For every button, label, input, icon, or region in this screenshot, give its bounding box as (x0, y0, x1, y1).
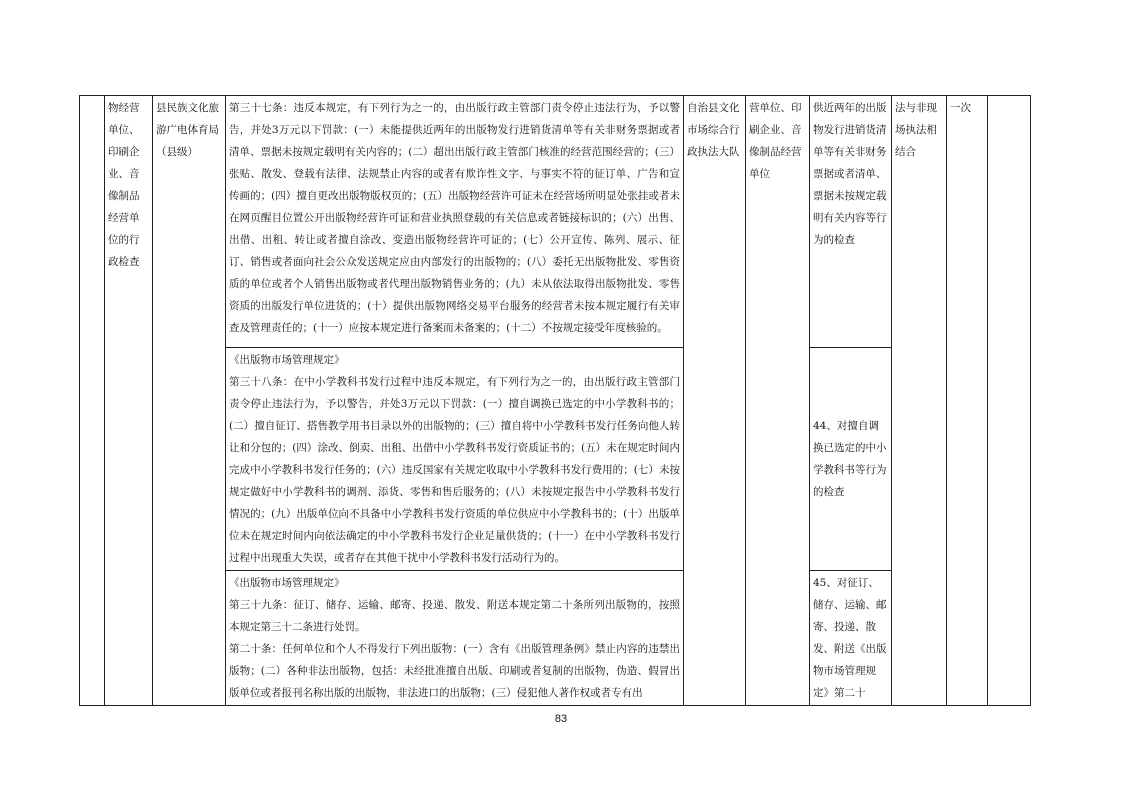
item-cell: 45、对征订、储存、运输、邮寄、投递、散发、附送《出版物市场管理规定》第二十 (810, 571, 892, 706)
target-cell: 营单位、印刷企业、音像制品经营单位 (746, 96, 810, 706)
inspection-table (79, 95, 1031, 706)
method-cell: 法与非现场执法相结合 (892, 96, 947, 706)
department-cell: 县民族文化旅游广电体育局（县级） (153, 96, 226, 706)
item-cell: 供近两年的出版物发行进销货清单等有关非财务票据或者清单、票据未按规定载明有关内容等行为的检查 (810, 96, 892, 348)
blank-cell (988, 96, 1031, 706)
basis-cell: 《出版物市场管理规定》 第三十九条：征订、储存、运输、邮寄、投递、散发、附送本规定第二十条所列出版物的，按照本规定第三十二条进行处罚。 第二十条：任何单位和个人不得发行下列出版物：(一）含有《出版管理条例》禁止内容的违禁出版物；(二）各种非法出版物，包括：未经批准擅自出版、印刷或者复制的出版物，伪造、假冒出版单位或者报刊名称出版的出版物，非法进口的出版物；(三）侵犯他人著作权或者专有出 (226, 571, 684, 706)
blank-cell (80, 96, 105, 706)
basis-cell: 《出版物市场管理规定》 第三十八条：在中小学教科书发行过程中违反本规定，有下列行为之一的，由出版行政主管部门责令停止违法行为，予以警告，并处3万元以下罚款：(一）擅自调换已选定的中小学教科书的；(二）擅自征订、搭售教学用书目录以外的出版物的；(三）擅自将中小学教科书发行任务向他人转让和分包的；(四）涂改、倒卖、出租、出借中小学教科书发行资质证书的；(五）未在规定时间内完成中小学教科书发行任务的；(六）违反国家有关规定收取中小学教科书发行费用的；(七）未按规定做好中小学教科书的调剂、添货、零售和售后服务的；(八）未按规定报告中小学教科书发行情况的；(九）出版单位向不具备中小学教科书发行资质的单位供应中小学教科书的；(十）出版单位未在规定时间内向依法确定的中小学教科书发行企业足量供货的；(十一）在中小学教科书发行过程中出现重大失误，或者存在其他干扰中小学教科书发行活动行为的。 (226, 348, 684, 571)
subject-cell: 物经营单位、印刷企业、音像制品经营单位的行政检查 (105, 96, 153, 706)
item-cell: 44、对擅自调换已选定的中小学教科书等行为的检查 (810, 348, 892, 571)
page-number: 83 (554, 713, 568, 725)
basis-cell: 第三十七条：违反本规定，有下列行为之一的，由出版行政主管部门责令停止违法行为，予以警告，并处3万元以下罚款：(一）未能提供近两年的出版物发行进销货清单等有关非财务票据或者清单、票据未按规定载明有关内容的；(二）超出出版行政主管部门核准的经营范围经营的；(三）张贴、散发、登载有法律、法规禁止内容的或者有欺诈性文字、与事实不符的征订单、广告和宣传画的；(四）擅自更改出版物版权页的；(五）出版物经营许可证未在经营场所明显处张挂或者未在网页醒目位置公开出版物经营许可证和营业执照登载的有关信息或者链接标识的；(六）出售、出借、出租、转让或者擅自涂改、变造出版物经营许可证的；(七）公开宣传、陈列、展示、征订、销售或者面向社会公众发送规定应由内部发行的出版物的；(八）委托无出版物批发、零售资质的单位或者个人销售出版物或者代理出版物销售业务的；(九）未从依法取得出版物批发、零售资质的出版发行单位进货的；(十）提供出版物网络交易平台服务的经营者未按本规定履行有关审查及管理责任的；(十一）应按本规定进行备案而未备案的；(十二）不按规定接受年度核验的。 (226, 96, 684, 348)
executor-cell: 自治县文化市场综合行政执法大队 (684, 96, 746, 706)
table-row (80, 96, 1031, 348)
frequency-cell: 一次 (947, 96, 988, 706)
